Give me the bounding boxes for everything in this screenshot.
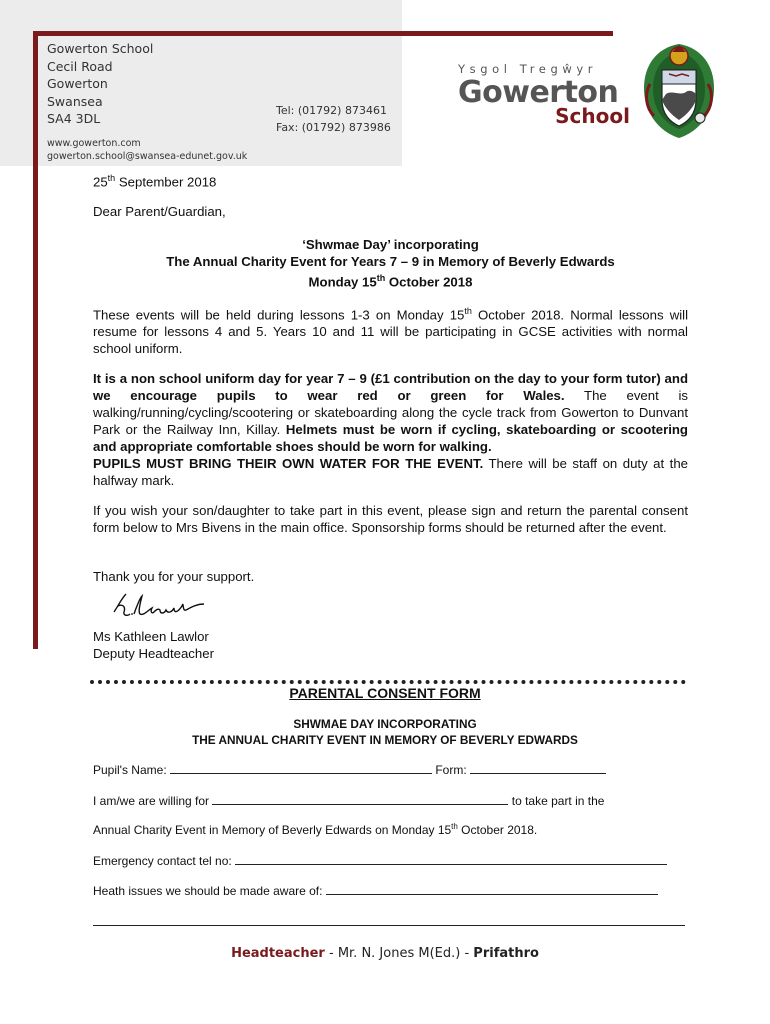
signatory — [93, 628, 688, 662]
water-notice: PUPILS MUST BRING THEIR OWN WATER FOR THE EVENT. — [93, 456, 484, 471]
heading-line-3: Monday 15th October 2018 — [308, 273, 473, 290]
emergency-label: Emergency contact tel no: — [93, 854, 232, 868]
emergency-row — [93, 853, 667, 868]
letter-heading — [93, 236, 688, 290]
paragraph-uniform — [93, 370, 688, 489]
footer: Headteacher - Mr. N. Jones M(Ed.) - Prifathro — [231, 946, 539, 961]
take-part-label: to take part in the — [511, 794, 605, 808]
footer-headteacher-name: Mr. N. Jones M(Ed.) — [337, 946, 461, 961]
health-label: Heath issues we should be made aware of: — [93, 884, 323, 898]
health-issues-extra-line[interactable] — [93, 925, 685, 926]
footer-headteacher-label: Headteacher — [231, 946, 325, 961]
date-suffix: th — [107, 173, 116, 183]
website-link[interactable]: www.gowerton.com — [47, 138, 141, 149]
route-text: The event is walking/running/cycling/scootering or skateboarding along the cycle track from Gowerton to Dunvant Park or the Railway Inn, Killay. — [93, 388, 688, 437]
tear-off-line — [90, 680, 686, 684]
address-line: SA4 3DL — [47, 111, 101, 127]
telephone: Tel: (01792) 873461 — [276, 104, 387, 117]
school-address — [47, 40, 153, 128]
school-crest-icon — [636, 36, 722, 142]
signatory-name: Ms Kathleen Lawlor — [93, 629, 209, 644]
form-field[interactable] — [470, 762, 606, 774]
school-logo-text — [458, 62, 634, 128]
willing-label: I am/we are willing for — [93, 794, 210, 808]
form-subtitle — [0, 716, 770, 748]
thanks-line: Thank you for your support. — [93, 569, 255, 584]
letterhead-side-rule — [33, 31, 38, 649]
helmet-notice: Helmets must be worn if cycling, skateboarding or scootering and appropriate comfortable shoes should be worn for walking. — [93, 422, 688, 454]
address-line: Gowerton — [47, 76, 108, 92]
date-rest: September 2018 — [115, 174, 217, 190]
child-name-field[interactable] — [212, 793, 508, 805]
letter-date — [93, 170, 688, 190]
health-issues-field[interactable] — [326, 883, 658, 895]
pupil-name-row — [93, 762, 606, 777]
health-row — [93, 883, 658, 898]
pupil-name-label: Pupil's Name: — [93, 763, 167, 777]
emergency-tel-field[interactable] — [235, 853, 667, 865]
email-link[interactable]: gowerton.school@swansea-edunet.gov.uk — [47, 151, 248, 162]
letterhead-top-rule — [33, 31, 613, 36]
fax: Fax: (01792) 873986 — [276, 121, 391, 134]
paragraph-schedule: These events will be held during lessons 1-3 on Monday 15th October 2018. Normal lessons will resume for lessons 4 and 5. Years 10 and 11 will be participating in GCSE activities with normal school uniform. — [93, 306, 689, 357]
event-row: Annual Charity Event in Memory of Beverly Edwards on Monday 15th October 2018. — [93, 822, 538, 837]
signatory-title: Deputy Headteacher — [93, 646, 214, 661]
address-line: Swansea — [47, 93, 103, 109]
heading-line-1: ‘Shwmae Day’ incorporating — [302, 237, 479, 252]
date-day: 25 — [93, 174, 108, 190]
logo-welsh-name: Ysgol Tregŵyr — [458, 62, 598, 76]
form-subtitle-line-2: THE ANNUAL CHARITY EVENT IN MEMORY OF BEVERLY EDWARDS — [192, 733, 578, 747]
contact-numbers — [276, 102, 391, 136]
logo-name: Gowerton — [458, 75, 619, 110]
pupil-name-field[interactable] — [170, 762, 432, 774]
form-title: PARENTAL CONSENT FORM — [289, 685, 481, 701]
heading-line-2: The Annual Charity Event for Years 7 – 9 in Memory of Beverly Edwards — [166, 254, 615, 269]
uniform-notice: It is a non school uniform day for year 7 – 9 (£1 contribution on the day to your form tutor) and we encourage pupils to wear red or green for Wales. — [93, 371, 688, 403]
form-subtitle-line-1: SHWMAE DAY INCORPORATING — [293, 717, 477, 731]
salutation: Dear Parent/Guardian, — [93, 204, 226, 219]
willing-row — [93, 793, 604, 808]
web-contact — [47, 137, 247, 163]
paragraph-consent: If you wish your son/daughter to take part in this event, please sign and return the parental consent form below to Mrs Bivens in the main office. Sponsorship forms should be returned after the event. — [93, 503, 688, 535]
address-line: Cecil Road — [47, 58, 113, 74]
footer-welsh-label: Prifathro — [473, 946, 539, 961]
address-line: Gowerton School — [47, 41, 154, 56]
logo-school: School — [555, 104, 630, 128]
signature-icon — [108, 590, 208, 620]
form-label: Form: — [435, 763, 467, 777]
staff-text: There will be staff on duty at the halfway mark. — [93, 456, 688, 488]
